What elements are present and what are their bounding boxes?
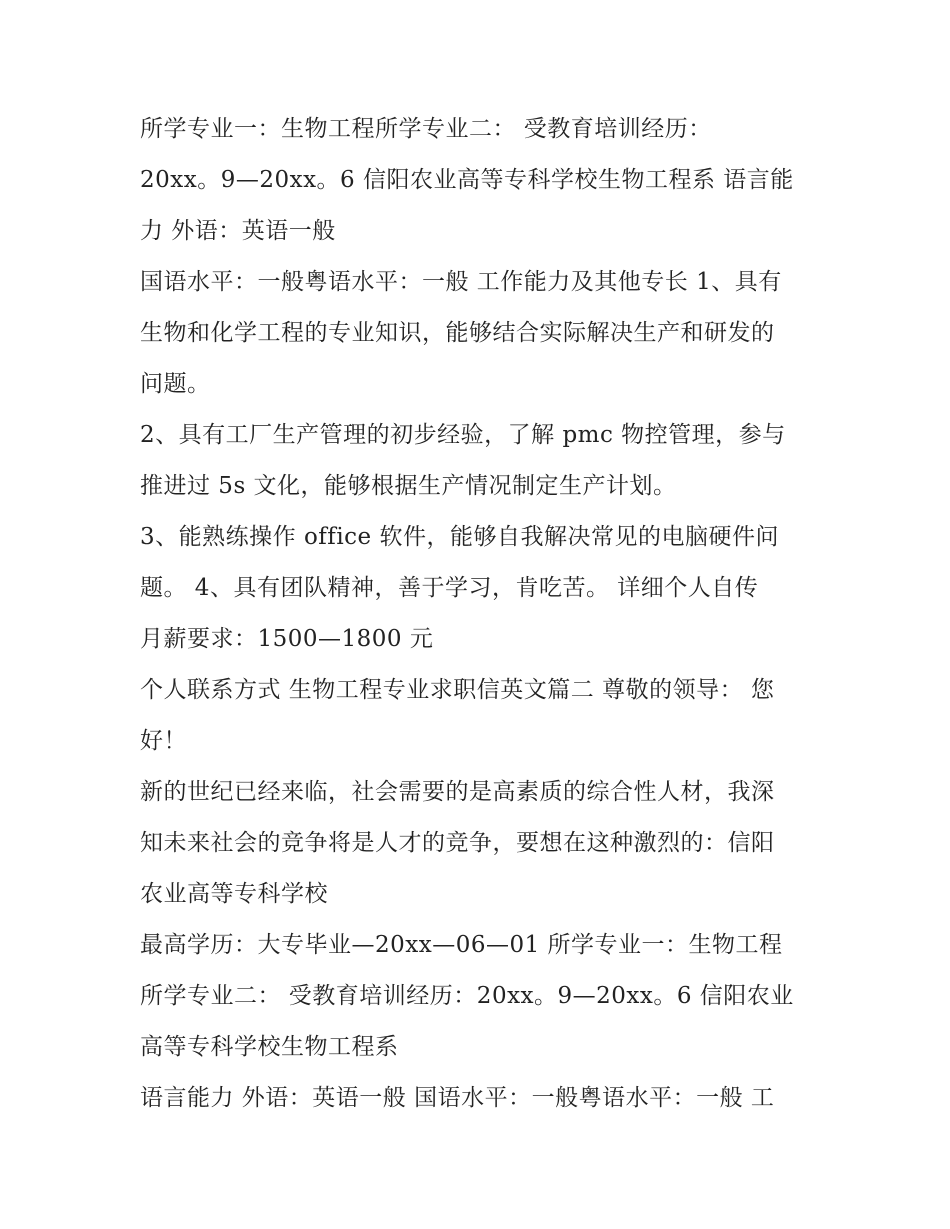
text-line: 最高学历：大专毕业—20xx—06—01 所学专业一：生物工程 xyxy=(140,932,783,958)
text-line: 语言能力 外语：英语一般 国语水平：一般粤语水平：一般 工 xyxy=(140,1085,775,1111)
text-line: 题。 4、具有团队精神，善于学习，肯吃苦。 详细个人自传 xyxy=(140,575,759,601)
text-line: 生物和化学工程的专业知识，能够结合实际解决生产和研发的 xyxy=(140,320,775,346)
document-body xyxy=(140,104,820,1124)
text-line: 所学专业一：生物工程所学专业二： 受教育培训经历： xyxy=(140,116,712,142)
text-line: 农业高等专科学校 xyxy=(140,881,328,907)
text-line: 知未来社会的竞争将是人才的竞争，要想在这种激烈的：信阳 xyxy=(140,830,775,856)
text-line: 高等专科学校生物工程系 xyxy=(140,1034,399,1060)
text-line: 2、具有工厂生产管理的初步经验，了解 pmc 物控管理，参与 xyxy=(140,422,786,448)
text-line: 问题。 xyxy=(140,371,211,397)
text-line: 推进过 5s 文化，能够根据生产情况制定生产计划。 xyxy=(140,473,677,499)
text-line: 好！ xyxy=(140,728,187,754)
text-line: 3、能熟练操作 office 软件，能够自我解决常见的电脑硬件问 xyxy=(140,524,779,550)
text-line: 力 外语：英语一般 xyxy=(140,218,336,244)
text-line: 所学专业二： 受教育培训经历：20xx。9—20xx。6 信阳农业 xyxy=(140,983,794,1009)
text-line: 月薪要求：1500—1800 元 xyxy=(140,626,434,652)
text-line: 个人联系方式 生物工程专业求职信英文篇二 尊敬的领导： 您 xyxy=(140,677,775,703)
text-line: 新的世纪已经来临，社会需要的是高素质的综合性人材，我深 xyxy=(140,779,775,805)
text-line: 20xx。9—20xx。6 信阳农业高等专科学校生物工程系 语言能 xyxy=(140,167,794,193)
text-line: 国语水平：一般粤语水平：一般 工作能力及其他专长 1、具有 xyxy=(140,269,782,295)
